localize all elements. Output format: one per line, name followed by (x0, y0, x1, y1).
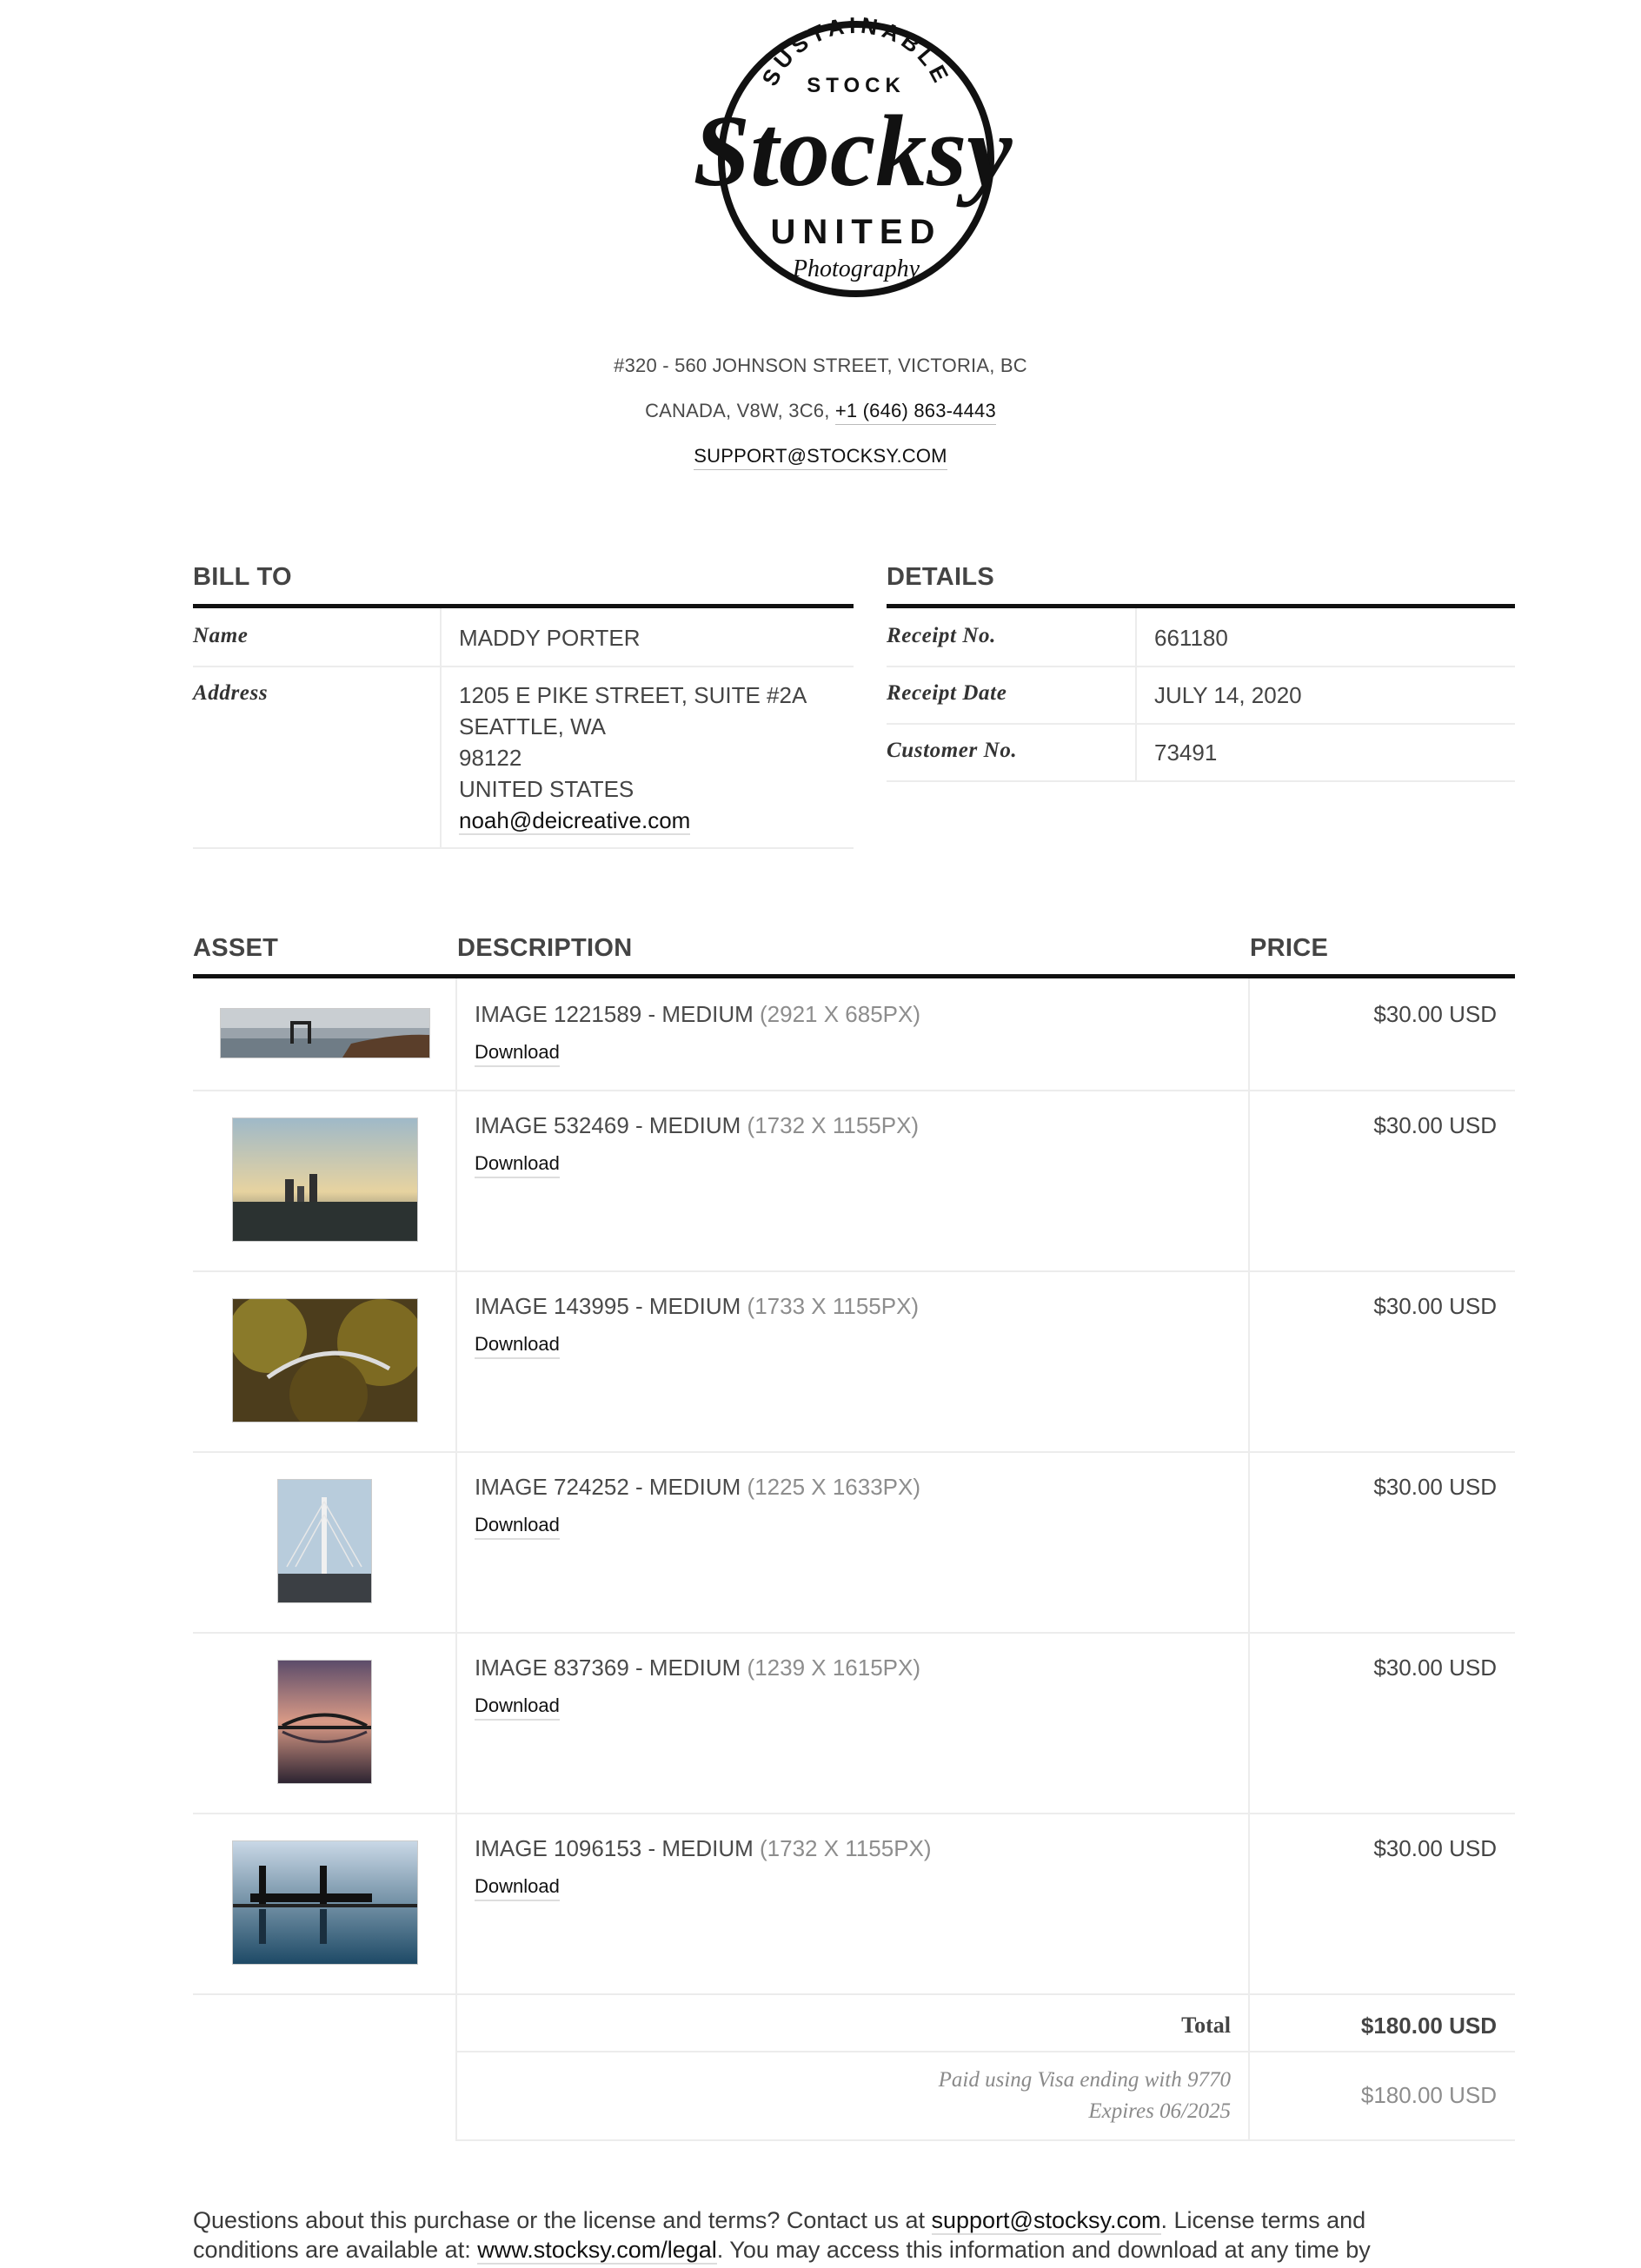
address-line: SEATTLE, WA (459, 713, 607, 739)
asset-thumbnail[interactable] (220, 1008, 430, 1058)
bill-to-divider (193, 666, 854, 667)
details-heading: DETAILS (887, 563, 995, 591)
bill-to-bottom-rule (193, 847, 854, 849)
details-bottom-rule (887, 780, 1515, 782)
item-dimensions: (1239 X 1615PX) (747, 1655, 921, 1681)
company-phone-link[interactable]: +1 (646) 863-4443 (835, 400, 996, 425)
item-name: IMAGE 143995 - MEDIUM (475, 1293, 741, 1319)
customer-email-link[interactable]: noah@deicreative.com (459, 807, 691, 833)
address-line: UNITED STATES (459, 776, 634, 802)
item-price: $30.00 USD (1373, 1835, 1497, 1861)
download-link[interactable]: Download (475, 1333, 560, 1359)
item-dimensions: (1225 X 1633PX) (747, 1474, 921, 1500)
support-email-link[interactable]: support@stocksy.com (931, 2207, 1161, 2233)
stocksy-logo (674, 16, 1039, 302)
item-name: IMAGE 837369 - MEDIUM (475, 1655, 741, 1681)
row-divider (193, 1813, 1515, 1814)
download-link[interactable]: Download (475, 1152, 560, 1178)
table-header-rule (193, 974, 1515, 978)
receipt-no-label: Receipt No. (887, 624, 997, 647)
row-divider (193, 1270, 1515, 1272)
receipt-date-label: Receipt Date (887, 681, 1007, 705)
item-name: IMAGE 1221589 - MEDIUM (475, 1001, 754, 1027)
item-dimensions: (1732 X 1155PX) (747, 1112, 920, 1138)
paid-amount: $180.00 USD (1360, 2082, 1497, 2108)
address-line: 98122 (459, 745, 522, 771)
total-label: Total (1181, 2013, 1231, 2038)
name-label: Name (193, 624, 249, 647)
item-price: $30.00 USD (1373, 1112, 1497, 1138)
asset-thumbnail[interactable] (232, 1840, 418, 1965)
total-amount: $180.00 USD (1360, 2013, 1497, 2039)
customer-no-label: Customer No. (887, 739, 1018, 762)
col-description-header: DESCRIPTION (457, 934, 633, 962)
address-line: 1205 E PIKE STREET, SUITE #2A (459, 682, 807, 708)
table-column-rule (1248, 978, 1250, 2141)
logo-stock-text: STOCK (807, 74, 906, 97)
payment-method: Paid using Visa ending with 9770 (938, 2068, 1231, 2092)
item-title (475, 1293, 919, 1320)
item-title (475, 1001, 920, 1028)
footer-text: . You may access this information and download at any time by (716, 2237, 1371, 2263)
asset-thumbnail[interactable] (232, 1298, 418, 1422)
address-label: Address (193, 681, 269, 705)
row-divider (193, 1090, 1515, 1091)
customer-name: MADDY PORTER (459, 625, 641, 651)
download-link[interactable]: Download (475, 1875, 560, 1901)
company-country: CANADA, V8W, 3C6, (645, 400, 830, 421)
footer-text: Questions about this purchase or the license and terms? Contact us at (193, 2207, 925, 2233)
item-price: $30.00 USD (1373, 1655, 1497, 1681)
bill-to-column-rule (440, 608, 442, 847)
logo-united-text: UNITED (770, 213, 942, 251)
item-title (475, 1474, 920, 1501)
col-price-header: PRICE (1250, 934, 1329, 962)
details-column-rule (1135, 608, 1137, 780)
bill-to-heading: BILL TO (193, 563, 292, 591)
item-price: $30.00 USD (1373, 1293, 1497, 1319)
totals-divider (457, 2051, 1515, 2052)
item-name: IMAGE 724252 - MEDIUM (475, 1474, 741, 1500)
item-title (475, 1112, 919, 1139)
company-email-link[interactable]: SUPPORT@STOCKSY.COM (694, 445, 947, 470)
item-price: $30.00 USD (1373, 1474, 1497, 1500)
item-name: IMAGE 1096153 - MEDIUM (475, 1835, 754, 1861)
item-title (475, 1655, 920, 1681)
footer-text: . License terms and conditions are available at: (193, 2207, 1366, 2263)
footer-note (193, 2205, 1471, 2265)
download-link[interactable]: Download (475, 1514, 560, 1540)
download-link[interactable]: Download (475, 1041, 560, 1067)
item-name: IMAGE 532469 - MEDIUM (475, 1112, 741, 1138)
row-divider (193, 1632, 1515, 1634)
receipt-date: JULY 14, 2020 (1154, 682, 1302, 708)
item-dimensions: (2921 X 685PX) (760, 1001, 921, 1027)
download-link[interactable]: Download (475, 1694, 560, 1721)
asset-thumbnail[interactable] (277, 1479, 372, 1603)
totals-bottom-rule (457, 2139, 1515, 2141)
col-asset-header: ASSET (193, 934, 279, 962)
asset-thumbnail[interactable] (277, 1660, 372, 1784)
payment-info (709, 2065, 1231, 2127)
customer-no: 73491 (1154, 739, 1218, 766)
table-column-rule (455, 978, 457, 2141)
item-dimensions: (1732 X 1155PX) (760, 1835, 932, 1861)
row-divider (193, 1993, 1515, 1995)
company-address-line1: #320 - 560 JOHNSON STREET, VICTORIA, BC (614, 355, 1027, 376)
details-divider (887, 723, 1515, 725)
logo-sustainable-text: SUSTAINABLE (756, 16, 956, 90)
customer-address (459, 680, 807, 836)
card-expiry: Expires 06/2025 (1088, 2099, 1231, 2123)
receipt-no: 661180 (1154, 625, 1228, 651)
item-title (475, 1835, 932, 1862)
logo-photography-text: Photography (792, 255, 920, 282)
item-dimensions: (1733 X 1155PX) (747, 1293, 920, 1319)
company-address-line2 (0, 400, 1641, 422)
company-email-row (0, 445, 1641, 468)
details-divider (887, 666, 1515, 667)
row-divider (193, 1451, 1515, 1453)
details-rule (887, 604, 1515, 608)
logo-script-text: Stocksy (693, 94, 1013, 208)
bill-to-rule (193, 604, 854, 608)
legal-link[interactable]: www.stocksy.com/legal (477, 2237, 717, 2263)
asset-thumbnail[interactable] (232, 1117, 418, 1242)
item-price: $30.00 USD (1373, 1001, 1497, 1027)
